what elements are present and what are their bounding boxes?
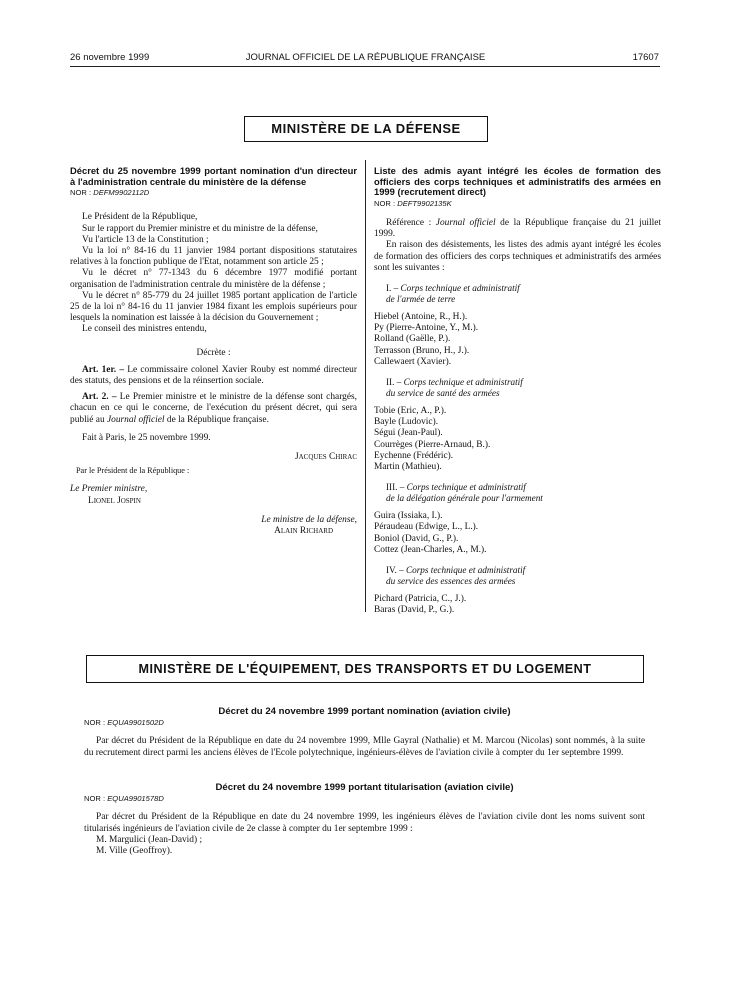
article-1 <box>70 365 357 387</box>
article-1-text: Le commissaire colonel Xavier Rouby est nommé directeur des statuts, des pensions et de la réinsertion sociale. <box>70 364 357 387</box>
decree-title: Décret du 24 novembre 1999 portant titularisation (aviation civile) <box>215 782 514 793</box>
decree-title: Décret du 24 novembre 1999 portant nomination (aviation civile) <box>218 706 511 717</box>
names-list <box>374 594 661 616</box>
fait-line: Fait à Paris, le 25 novembre 1999. <box>82 432 211 443</box>
nor-line <box>84 717 645 728</box>
header-page-number: 17607 <box>632 52 659 63</box>
list-item: Hiebel (Antoine, R., H.). <box>374 312 468 322</box>
list-item: Eychenne (Frédéric). <box>374 450 454 461</box>
section-heading-line2 <box>374 576 661 587</box>
header-journal: JOURNAL OFFICIEL DE LA RÉPUBLIQUE FRANÇAISE <box>245 52 486 63</box>
list-item: Tobie (Eric, A., P.). <box>374 406 447 417</box>
section-heading <box>374 482 661 493</box>
nor-label: NOR : <box>70 188 92 198</box>
article-2-text-before: Le Premier ministre et le ministre de la défense sont chargés, chacun en ce qui le concerne, de l'exécution du présent décret, qui sera publié au <box>70 392 357 425</box>
section-title-line2: du service des essences des armées <box>386 576 516 587</box>
ministre-defense-title: Le ministre de la défense, <box>261 514 357 525</box>
section-heading-line2 <box>374 294 661 305</box>
paragraph: Vu la loi n° 84-16 du 11 janvier 1984 portant dispositions statutaires relatives à la fonction publique de l'Etat, notamment son article 25 ; <box>70 246 357 268</box>
section-title-line1: Corps technique et administratif <box>403 377 523 388</box>
column-divider <box>365 160 366 612</box>
left-column <box>70 166 357 537</box>
nor-code: EQUA9901502D <box>107 718 164 728</box>
ministry-defense-title: MINISTÈRE DE LA DÉFENSE <box>244 116 488 142</box>
nor-line <box>84 793 645 804</box>
section-heading <box>374 565 661 576</box>
ministre-defense-name: Alain Richard <box>274 526 333 537</box>
list-item: Terrasson (Bruno, H., J.). <box>374 345 470 356</box>
intro: En raison des désistements, les listes des admis ayant intégré les écoles de formation des officiers des corps techniques et administratifs des armées sont les suivantes : <box>374 240 661 273</box>
par-le-president: Par le Président de la République : <box>76 466 190 476</box>
nor-label: NOR : <box>84 794 106 804</box>
nor-code: DEFM9902112D <box>93 188 150 198</box>
nor-line <box>374 198 661 209</box>
paragraph: Vu le décret n° 85-779 du 24 juillet 1985 portant application de l'article 25 de la loi n° 84-16 du 11 janvier 1984 fixant les emplois supérieurs pour lesquels la nomination est laissée à la décision du Gouvernement ; <box>70 290 357 324</box>
list-item: Courrèges (Pierre-Arnaud, B.). <box>374 439 491 450</box>
decree-text: Par décret du Président de la République en date du 24 novembre 1999, Mlle Gayral (Nathalie) et M. Marcou (Nicolas) sont nommés, à la suite du recrutement direct parmi les anciens élèves de l'Ecole polytechnique, ingénieurs-élèves de l'aviation civile à compter du 1er septembre 1999. <box>84 736 645 758</box>
list-item: Cottez (Jean-Charles, A., M.). <box>374 544 487 555</box>
article-2-journal: Journal officiel <box>106 414 165 425</box>
list-item: Pichard (Patricia, C., J.). <box>374 594 467 605</box>
section-number: IV. – <box>386 565 404 576</box>
paragraph: Le conseil des ministres entendu, <box>82 324 207 335</box>
paragraph: Vu l'article 13 de la Constitution ; <box>82 234 209 245</box>
nor-code: DEFT9902135K <box>397 198 452 208</box>
section-number: II. – <box>386 377 402 388</box>
list-item: Rolland (Gaëlle, P.). <box>374 334 451 345</box>
paragraph: Vu le décret n° 77-1343 du 6 décembre 1977 modifié portant organisation de l'administration centrale du ministère de la défense ; <box>70 268 357 290</box>
section-heading-line2 <box>374 493 661 504</box>
section-title-line1: Corps technique et administratif <box>406 482 526 493</box>
list-title: Liste des admis ayant intégré les écoles de formation des officiers des corps techniques et administratifs des armées en 1999 (recrutement direct) <box>374 165 661 198</box>
decree-titularisation <box>84 782 645 857</box>
section-title-line2: du service de santé des armées <box>386 388 500 399</box>
decree-nomination <box>84 706 645 759</box>
names-list <box>374 406 661 473</box>
nor-label: NOR : <box>374 198 396 208</box>
reference-label: Référence : <box>386 217 432 228</box>
list-item: Py (Pierre-Antoine, Y., M.). <box>374 323 479 334</box>
section-title-line1: Corps technique et administratif <box>406 565 526 576</box>
section-title-line2: de l'armée de terre <box>386 294 456 304</box>
section-number: I. – <box>386 283 399 293</box>
paragraph: Sur le rapport du Premier ministre et du ministre de la défense, <box>82 223 318 234</box>
article-2-label: Art. 2. – <box>82 392 117 403</box>
nor-line <box>70 187 357 198</box>
article-2-text-after: de la République française. <box>166 414 269 425</box>
reference-journal: Journal officiel <box>435 217 496 228</box>
article-1-label: Art. 1er. – <box>82 364 125 375</box>
premier-ministre-name: Lionel Jospin <box>88 495 141 506</box>
section-heading <box>374 283 661 294</box>
list-item: Ségui (Jean-Paul). <box>374 428 443 439</box>
list-item: Péraudeau (Edwige, L., L.). <box>374 522 479 533</box>
nor-label: NOR : <box>84 718 106 728</box>
nor-code: EQUA9901578D <box>107 794 164 804</box>
premier-ministre-title: Le Premier ministre, <box>70 484 148 495</box>
reference-text: de la République française du 21 juillet 1999. <box>374 217 661 240</box>
signature-president: Jacques Chirac <box>294 452 357 463</box>
section-title-line1: Corps technique et administratif <box>400 283 520 293</box>
names-list <box>374 511 661 556</box>
header-date: 26 novembre 1999 <box>70 52 150 63</box>
reference <box>374 218 661 240</box>
list-item: Bayle (Ludovic). <box>374 417 439 428</box>
decree-text: Par décret du Président de la République en date du 24 novembre 1999, les ingénieurs élèves de l'aviation civile dont les noms suivent sont titularisés ingénieurs de l'aviation civile de 2e classe à compter du 1er septembre 1999 : <box>84 812 645 834</box>
section-heading <box>374 377 661 388</box>
list-item: M. Ville (Geoffroy). <box>96 846 173 857</box>
section-heading-line2 <box>374 388 661 399</box>
right-column <box>374 166 661 616</box>
section-title-line2: de la délégation générale pour l'armement <box>386 493 543 504</box>
article-2 <box>70 392 357 426</box>
list-item: Guira (Issiaka, I.). <box>374 511 443 522</box>
names-list <box>374 312 661 368</box>
section-number: III. – <box>386 482 405 493</box>
paragraph: Le Président de la République, <box>82 212 198 223</box>
list-item: M. Margulici (Jean-David) ; <box>96 834 203 845</box>
decree-title: Décret du 25 novembre 1999 portant nomination d'un directeur à l'administration centrale du ministère de la défense <box>70 165 357 187</box>
list-item: Boniol (David, G., P.). <box>374 533 459 544</box>
ministry-equipement-title: MINISTÈRE DE L'ÉQUIPEMENT, DES TRANSPORTS ET DU LOGEMENT <box>86 655 644 683</box>
header-rule <box>70 66 660 67</box>
list-item: Callewaert (Xavier). <box>374 356 452 367</box>
list-item: Martin (Mathieu). <box>374 462 442 473</box>
decrete: Décrète : <box>196 347 231 358</box>
list-item: Baras (David, P., G.). <box>374 605 455 616</box>
